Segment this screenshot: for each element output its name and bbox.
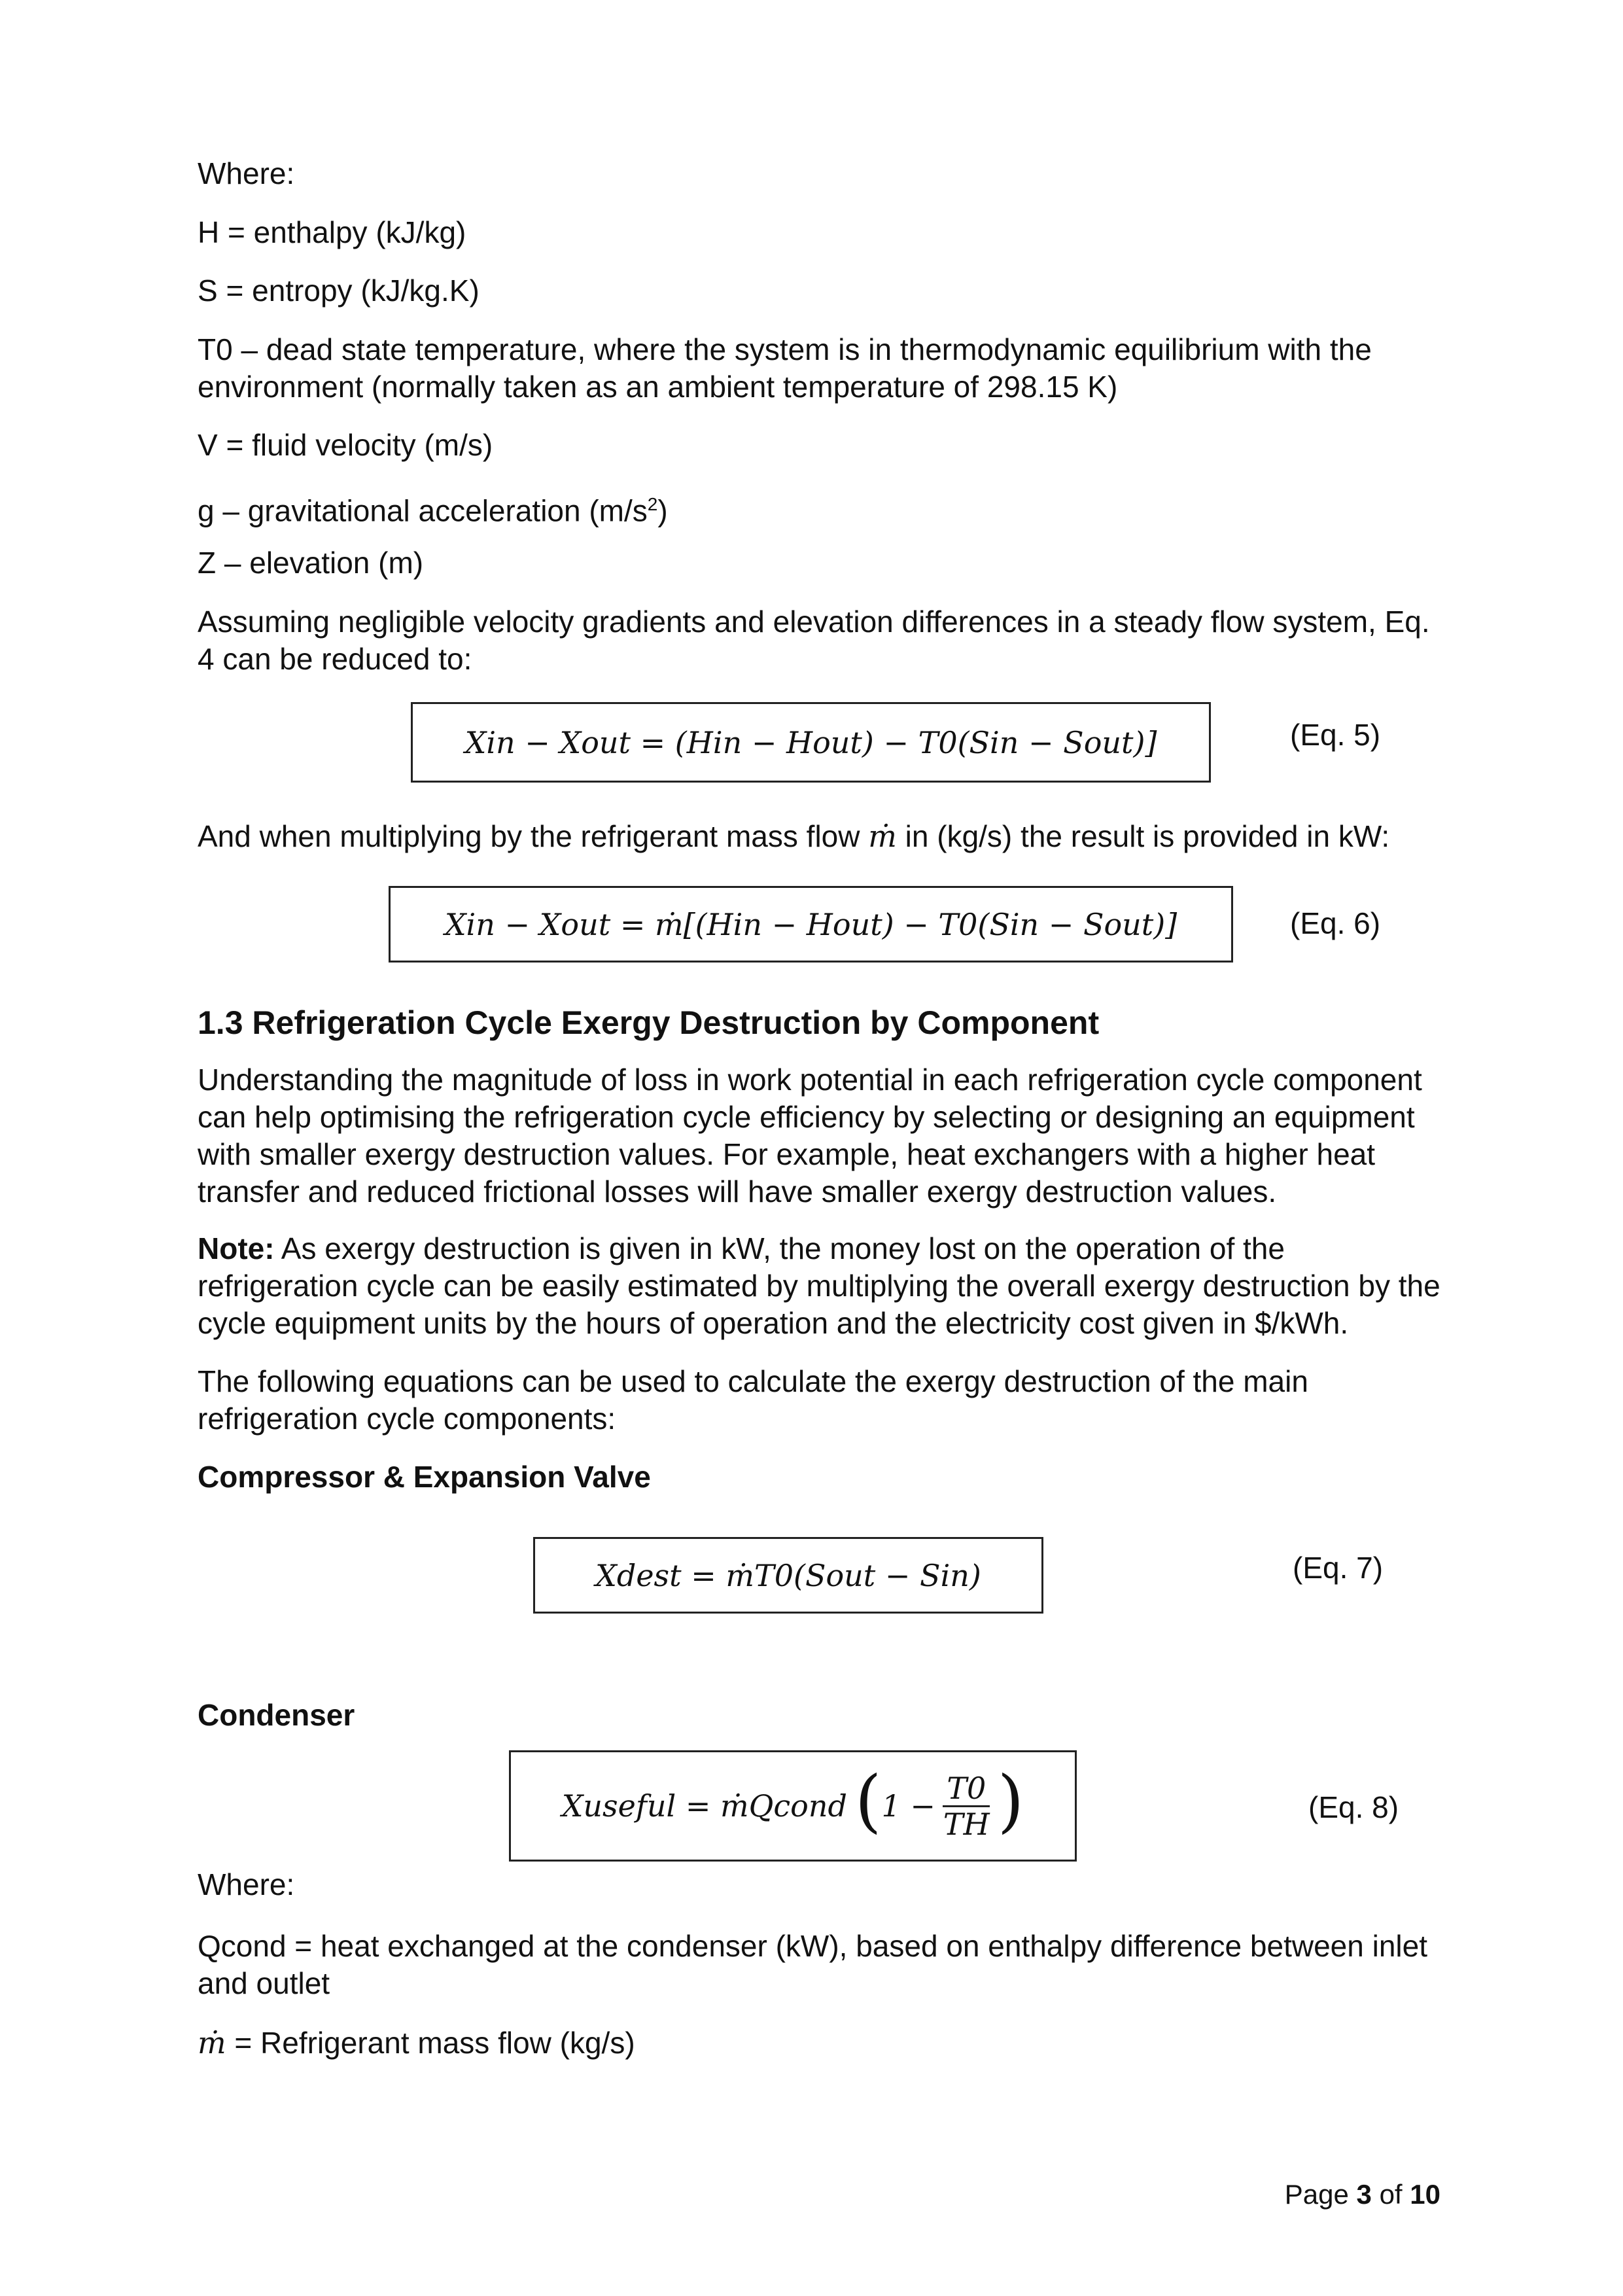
close-paren: ) xyxy=(997,1761,1024,1841)
equation-8-lhs: Xuseful = ṁQcond xyxy=(561,1788,847,1824)
definition-qcond: Qcond = heat exchanged at the condenser (kW), based on enthalpy difference between inlet and outlet xyxy=(198,1929,1428,2000)
equation-6: Xin − Xout = ṁ[(Hin − Hout) − T0(Sin − Sout)] xyxy=(444,906,1178,942)
open-paren: ( xyxy=(854,1761,882,1841)
current-page: 3 xyxy=(1356,2179,1372,2210)
equation-7: Xdest = ṁT0(Sout − Sin) xyxy=(595,1557,981,1593)
equation-5-label: (Eq. 5) xyxy=(1290,718,1381,752)
equation-5-box xyxy=(411,702,1211,783)
equation-6-label: (Eq. 6) xyxy=(1290,906,1381,940)
following-paragraph: The following equations can be used to calculate the exergy destruction of the main refrigeration cycle components: xyxy=(198,1364,1308,1436)
note-paragraph: Note: As exergy destruction is given in kW, the money lost on the operation of the refrigeration cycle can be easily estimated by multiplying the overall exergy destruction by the cycle equipment units by the hours of operation and the electricity cost given in $/kWh. xyxy=(198,1231,1440,1340)
mass-flow-symbol-2: ṁ xyxy=(198,2025,226,2060)
mass-flow-symbol: ṁ xyxy=(868,819,897,854)
page-footer: Page 3 of 10 xyxy=(1284,2179,1440,2210)
one-minus: 1 − xyxy=(881,1788,935,1824)
definition-velocity: V = fluid velocity (m/s) xyxy=(198,428,493,462)
where-label-2: Where: xyxy=(198,1867,295,1901)
definition-elevation: Z – elevation (m) xyxy=(198,546,424,580)
fraction-t0-over-th xyxy=(939,1771,994,1841)
mass-flow-paragraph: And when multiplying by the refrigerant mass flow ṁ in (kg/s) the result is provided in kW: xyxy=(198,819,1390,854)
definition-enthalpy: H = enthalpy (kJ/kg) xyxy=(198,215,466,249)
note-label: Note: xyxy=(198,1231,275,1265)
equation-8-label: (Eq. 8) xyxy=(1308,1790,1399,1824)
equation-7-box xyxy=(533,1537,1043,1614)
definition-dead-state-temperature: T0 – dead state temperature, where the system is in thermodynamic equilibrium with the environment (normally taken as an ambient temperature of 298.15 K) xyxy=(198,332,1372,404)
total-pages: 10 xyxy=(1410,2179,1440,2210)
equation-7-label: (Eq. 7) xyxy=(1293,1551,1384,1585)
equation-8-box xyxy=(509,1750,1077,1862)
compressor-heading: Compressor & Expansion Valve xyxy=(198,1460,651,1494)
definition-gravity: g – gravitational acceleration $(m/s^2)$ xyxy=(198,493,668,528)
superscript-2: 2 xyxy=(647,494,658,514)
equation-5: Xin − Xout = (Hin − Hout) − T0(Sin − Sout)] xyxy=(464,724,1157,760)
equation-6-box xyxy=(389,886,1233,963)
section-heading: 1.3 Refrigeration Cycle Exergy Destruction by Component xyxy=(198,1004,1100,1041)
understanding-paragraph: Understanding the magnitude of loss in work potential in each refrigeration cycle component can help optimising the refrigeration cycle efficiency by selecting or designing an equipment with smaller exergy destruction values. For example, heat exchangers with a higher heat transfer and reduced frictional losses will have smaller exergy destruction values. xyxy=(198,1063,1422,1209)
assuming-paragraph: Assuming negligible velocity gradients and elevation differences in a steady flow system, Eq. 4 can be reduced to: xyxy=(198,605,1430,676)
definition-mass-flow: ṁ = Refrigerant mass flow (kg/s) xyxy=(198,2025,635,2060)
definition-entropy: S = entropy (kJ/kg.K) xyxy=(198,274,480,308)
where-label: Where: xyxy=(198,156,295,190)
condenser-heading: Condenser xyxy=(198,1698,355,1732)
fraction-denominator: TH xyxy=(943,1806,990,1842)
fraction-numerator: T0 xyxy=(943,1771,990,1807)
